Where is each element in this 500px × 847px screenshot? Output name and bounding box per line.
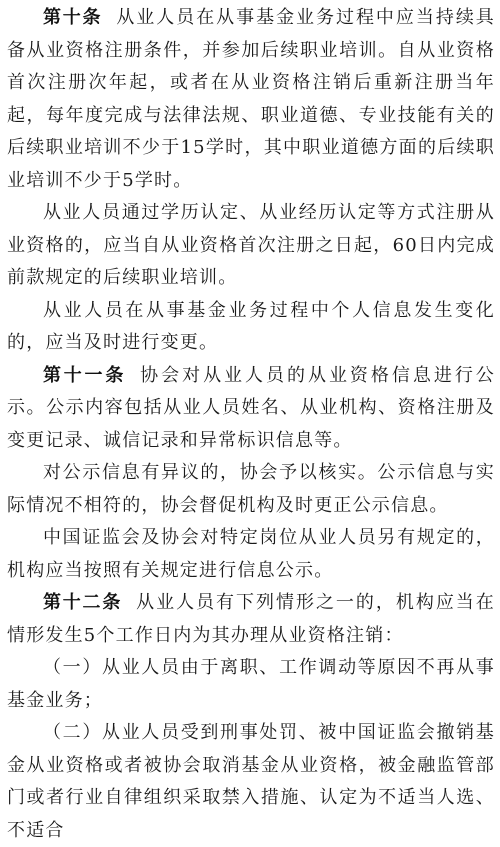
- paragraph: 中国证监会及协会对特定岗位从业人员另有规定的，机构应当按照有关规定进行信息公示。: [7, 527, 495, 581]
- article-heading: 第十一条: [43, 364, 127, 386]
- regulation-text: [7, 2, 495, 847]
- article-10: [7, 2, 495, 197]
- article-body: 从业人员有下列情形之一的，机构应当在情形发生5个工作日内为其办理从业资格注销：: [7, 592, 495, 646]
- list-item: （一）从业人员由于离职、工作调动等原因不再从事基金业务；: [7, 657, 495, 711]
- article-11: [7, 360, 495, 458]
- paragraph: 从业人员通过学历认定、从业经历认定等方式注册从业资格的，应当自从业资格首次注册之日起，60日内完成前款规定的后续职业培训。: [7, 202, 495, 288]
- list-item: （二）从业人员受到刑事处罚、被中国证监会撤销基金从业资格或者被协会取消基金从业资格，被金融监管部门或者行业自律组织采取禁入措施、认定为不适当人选、不适合: [7, 722, 495, 841]
- paragraph: 对公示信息有异议的，协会予以核实。公示信息与实际情况不相符的，协会督促机构及时更正公示信息。: [7, 462, 495, 516]
- article-body: 协会对从业人员的从业资格信息进行公示。公示内容包括从业人员姓名、从业机构、资格注册及变更记录、诚信记录和异常标识信息等。: [7, 364, 495, 451]
- article-heading: 第十条: [43, 7, 103, 28]
- paragraph: 从业人员在从事基金业务过程中个人信息发生变化的，应当及时进行变更。: [7, 299, 495, 353]
- article-body: 从业人员在从事基金业务过程中应当持续具备从业资格注册条件，并参加后续职业培训。自从业资格首次注册次年起，或者在从业资格注销后重新注册当年起，每年度完成与法律法规、职业道德、专业技能有关的后续职业培训不少于15学时，其中职业道德方面的后续职业培训不少于5学时。: [7, 7, 495, 191]
- article-heading: 第十二条: [43, 592, 123, 613]
- article-12: [7, 587, 495, 652]
